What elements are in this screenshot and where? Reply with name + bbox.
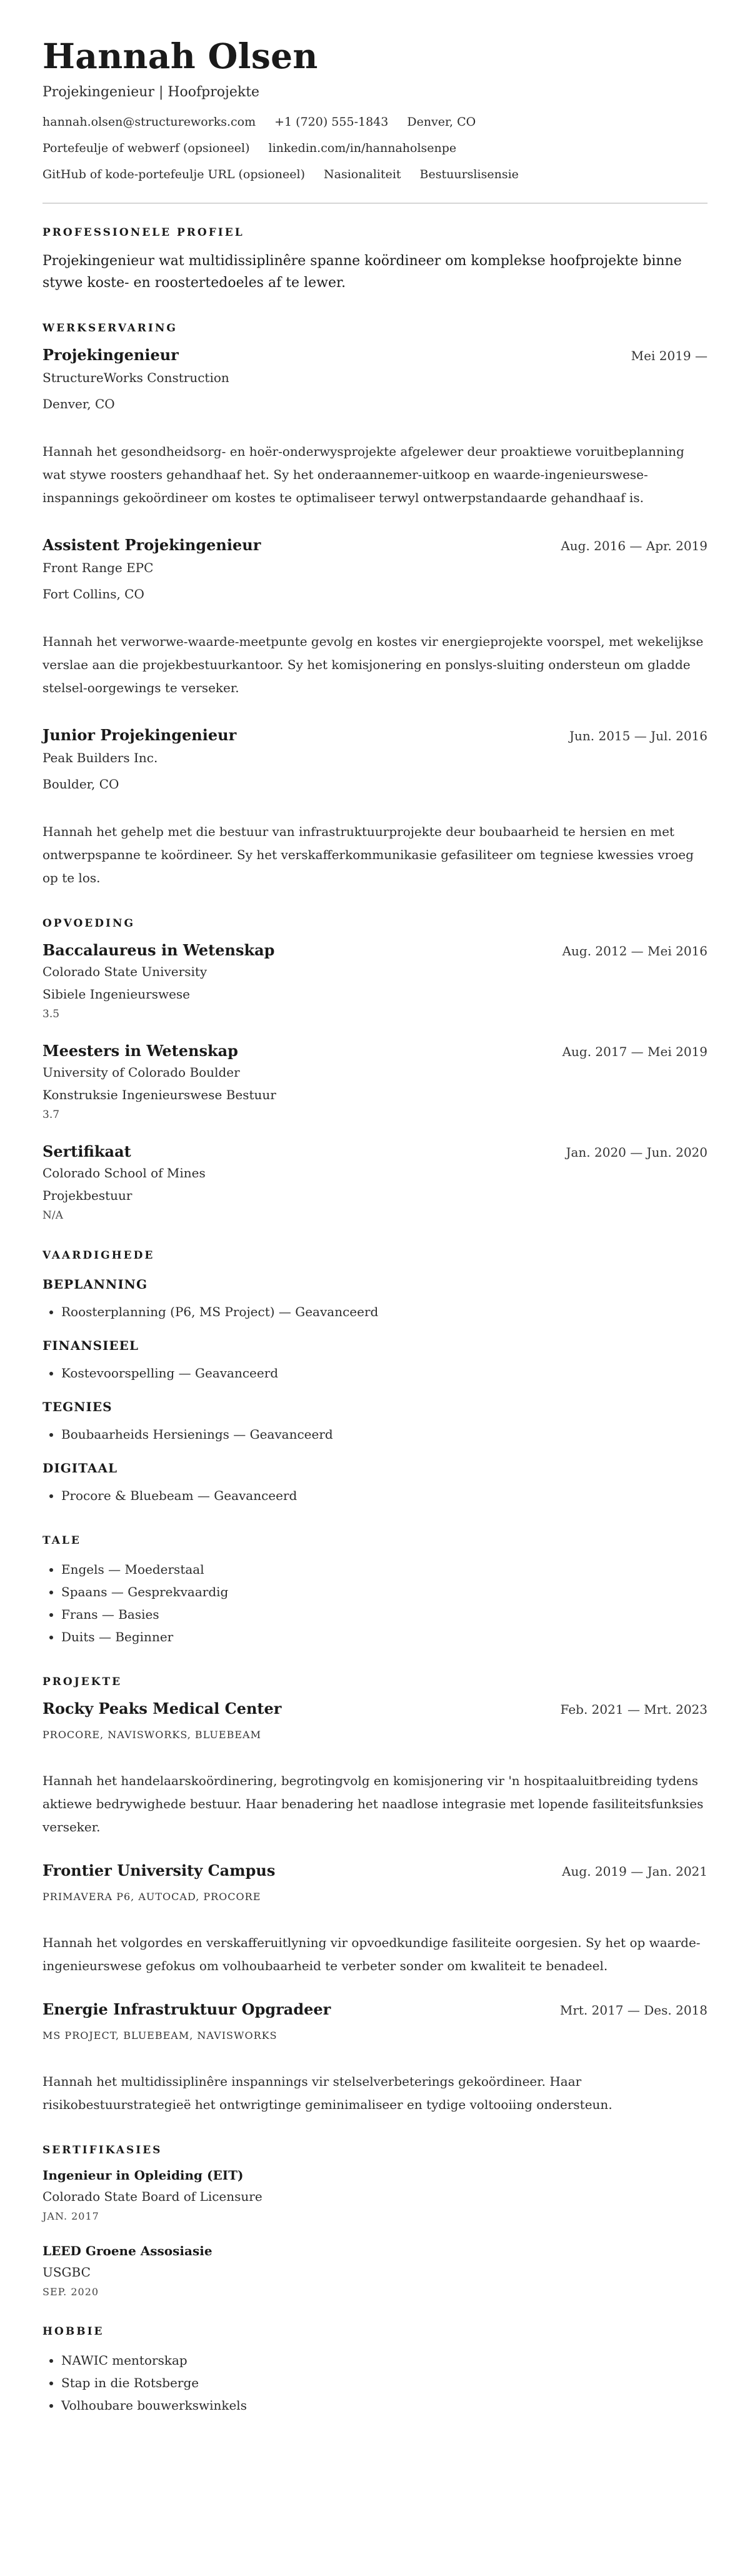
contact-location: Denver, CO (407, 115, 476, 129)
skill-category: DIGITAAL (42, 1460, 118, 1476)
skill-list (42, 1362, 708, 1384)
contact-line-3 (42, 168, 708, 181)
job-description: Hannah het verworwe-waarde-meetpunte gevolg en kostes vir energieprojekte voorspel, met wekelijkse verslae aan die projekbestuurkantoor. Sy het komisjonering en ponslys-sluiting ondersteun om gladde stelsel-oorgewings te verseker. (42, 633, 704, 695)
experience-section (42, 322, 708, 890)
school-name: Colorado School of Mines (42, 1165, 206, 1180)
field-of-study: Projekbestuur (42, 1187, 132, 1203)
certification-title: Ingenieur in Opleiding (EIT) (42, 2167, 244, 2183)
contact-github: GitHub of kode-portefeulje URL (opsioneel) (42, 168, 305, 182)
section-title: TALE (42, 1534, 81, 1547)
certification-issuer: Colorado State Board of Licensure (42, 2188, 262, 2204)
project-entry (42, 2000, 708, 2116)
project-entry (42, 1861, 708, 1978)
skill-item: • Roosterplanning (P6, MS Project) — Geavanceerd (61, 1301, 708, 1323)
languages-section (42, 1534, 708, 1648)
project-dates: Feb. 2021 — Mrt. 2023 (560, 1701, 708, 1717)
education-dates: Aug. 2012 — Mei 2016 (562, 943, 708, 958)
hobby-item: • Stap in die Rotsberge (61, 2372, 708, 2394)
resume-header (42, 36, 708, 181)
skill-item: • Kostevoorspelling — Geavanceerd (61, 1362, 708, 1384)
section-title: VAARDIGHEDE (42, 1249, 155, 1262)
job-entry (42, 536, 708, 700)
project-dates: Mrt. 2017 — Des. 2018 (559, 2002, 708, 2018)
section-title: OPVOEDING (42, 917, 136, 930)
education-entry (42, 941, 708, 1020)
job-entry (42, 346, 708, 510)
project-title: Frontier University Campus (42, 1861, 276, 1879)
certification-entry (42, 2168, 708, 2222)
education-dates: Aug. 2017 — Mei 2019 (562, 1044, 708, 1059)
language-list (42, 1558, 708, 1648)
header-divider (42, 203, 708, 204)
language-item: • Engels — Moederstaal (61, 1558, 708, 1581)
job-location: Boulder, CO (42, 776, 119, 792)
project-title: Energie Infrastruktuur Opgradeer (42, 2000, 331, 2018)
job-description: Hannah het gesondheidsorg- en hoër-onderwysprojekte afgelewer deur proaktiewe voruitbeplanning wat stywe roosters gehandhaaf het. Sy het onderaannemer-uitkoop en waarde-ingenieurswese-inspannings gekoördineer om kostes te optimaliseer terwyl ontwerpstandaarde gehandhaaf is. (42, 443, 684, 505)
degree-title: Sertifikaat (42, 1142, 131, 1160)
section-title: PROJEKTE (42, 1675, 122, 1688)
hobbies-section (42, 2325, 708, 2417)
certification-date: SEP. 2020 (42, 2285, 99, 2298)
job-company: StructureWorks Construction (42, 370, 229, 385)
contact-linkedin: linkedin.com/in/hannaholsenpe (268, 141, 457, 156)
job-title: Projekingenieur (42, 345, 179, 364)
education-section (42, 917, 708, 1222)
skill-list (42, 1423, 708, 1446)
job-company: Peak Builders Inc. (42, 750, 158, 765)
certification-date: JAN. 2017 (42, 2210, 99, 2222)
projects-section (42, 1676, 708, 2116)
job-dates: Jun. 2015 — Jul. 2016 (569, 728, 708, 743)
contact-phone: +1 (720) 555-1843 (274, 115, 389, 129)
job-company: Front Range EPC (42, 560, 154, 575)
job-entry (42, 726, 708, 890)
job-dates: Aug. 2016 — Apr. 2019 (561, 538, 708, 553)
field-of-study: Sibiele Ingenieurswese (42, 986, 191, 1002)
education-entry (42, 1042, 708, 1121)
project-description: Hannah het multidissiplinêre inspannings vir stelselverbeterings gekoördineer. Haar risikobestuurstrategieë het ontwrigtinge geminimaliseer en tydige voltooiing ondersteun. (42, 2073, 612, 2112)
job-location: Fort Collins, CO (42, 586, 144, 601)
certification-title: LEED Groene Assosiasie (42, 2243, 212, 2258)
contact-line-1 (42, 115, 708, 129)
skills-section (42, 1249, 708, 1507)
candidate-name: Hannah Olsen (42, 36, 318, 76)
section-title: WERKSERVARING (42, 321, 178, 335)
project-dates: Aug. 2019 — Jan. 2021 (562, 1863, 708, 1879)
language-item: • Frans — Basies (61, 1603, 708, 1626)
contact-email: hannah.olsen@structureworks.com (42, 115, 256, 129)
contact-line-2 (42, 141, 708, 155)
contact-nationality: Nasionaliteit (324, 168, 401, 182)
hobby-item: • NAWIC mentorskap (61, 2349, 708, 2372)
field-of-study: Konstruksie Ingenieurswese Bestuur (42, 1087, 276, 1102)
project-description: Hannah het handelaarskoördinering, begrotingvolg en komisjonering vir 'n hospitaaluitbreiding tydens aktiewe bedrywighede bestuur. Haar benadering het naadlose integrasie met lopende fasiliteitsfunksies verseker. (42, 1773, 704, 1834)
contact-license: Bestuurslisensie (419, 168, 519, 182)
skill-list (42, 1301, 708, 1323)
job-title: Assistent Projekingenieur (42, 535, 261, 554)
certifications-section (42, 2144, 708, 2298)
job-title: Junior Projekingenieur (42, 725, 237, 744)
skill-category: TEGNIES (42, 1399, 112, 1414)
school-name: Colorado State University (42, 963, 208, 979)
skill-category: BEPLANNING (42, 1276, 148, 1292)
gpa-value: N/A (42, 1209, 63, 1222)
certification-entry (42, 2243, 708, 2298)
section-title: HOBBIE (42, 2325, 104, 2338)
education-entry (42, 1142, 708, 1222)
section-title: SERTIFIKASIES (42, 2143, 162, 2156)
section-title: PROFESSIONELE PROFIEL (42, 226, 244, 239)
language-item: • Spaans — Gesprekvaardig (61, 1581, 708, 1603)
contact-portfolio: Portefeulje of webwerf (opsioneel) (42, 141, 250, 156)
education-dates: Jan. 2020 — Jun. 2020 (566, 1144, 708, 1160)
hobby-item: • Volhoubare bouwerkswinkels (61, 2394, 708, 2417)
job-dates: Mei 2019 — (631, 348, 708, 363)
profile-section (42, 226, 708, 294)
candidate-headline: Projekingenieur | Hoofprojekte (42, 84, 260, 101)
job-description: Hannah het gehelp met die bestuur van infrastruktuurprojekte deur boubaarheid te hersien en met ontwerpspanne te koördineer. Sy het verskafferkommunikasie gefasiliteer om tegniese kwessies vroeg op te los. (42, 823, 694, 885)
school-name: University of Colorado Boulder (42, 1064, 240, 1080)
project-title: Rocky Peaks Medical Center (42, 1699, 282, 1718)
job-location: Denver, CO (42, 396, 115, 411)
project-tech: PROCORE, NAVISWORKS, BLUEBEAM (42, 1728, 261, 1741)
certification-issuer: USGBC (42, 2264, 91, 2280)
degree-title: Baccalaureus in Wetenskap (42, 940, 275, 959)
skill-category: FINANSIEEL (42, 1337, 139, 1353)
gpa-value: 3.7 (42, 1108, 60, 1121)
skill-item: • Boubaarheids Hersienings — Geavanceerd (61, 1423, 708, 1446)
profile-summary: Projekingenieur wat multidissiplinêre spanne koördineer om komplekse hoofprojekte binne stywe koste- en roostertedoeles af te lewer. (42, 253, 682, 291)
project-description: Hannah het volgordes en verskafferuitlyning vir opvoedkundige fasiliteite oorgesien. Sy het op waarde-ingenieurswese gefokus om volhoubaarheid te verbeter sonder om kwaliteit te benadeel. (42, 1935, 701, 1973)
project-entry (42, 1699, 708, 1839)
language-item: • Duits — Beginner (61, 1626, 708, 1648)
skill-item: • Procore & Bluebeam — Geavanceerd (61, 1484, 708, 1507)
hobby-list (42, 2349, 708, 2417)
project-tech: MS PROJECT, BLUEBEAM, NAVISWORKS (42, 2029, 278, 2041)
degree-title: Meesters in Wetenskap (42, 1041, 238, 1060)
project-tech: PRIMAVERA P6, AUTOCAD, PROCORE (42, 1890, 261, 1903)
gpa-value: 3.5 (42, 1007, 60, 1020)
skill-list (42, 1484, 708, 1507)
